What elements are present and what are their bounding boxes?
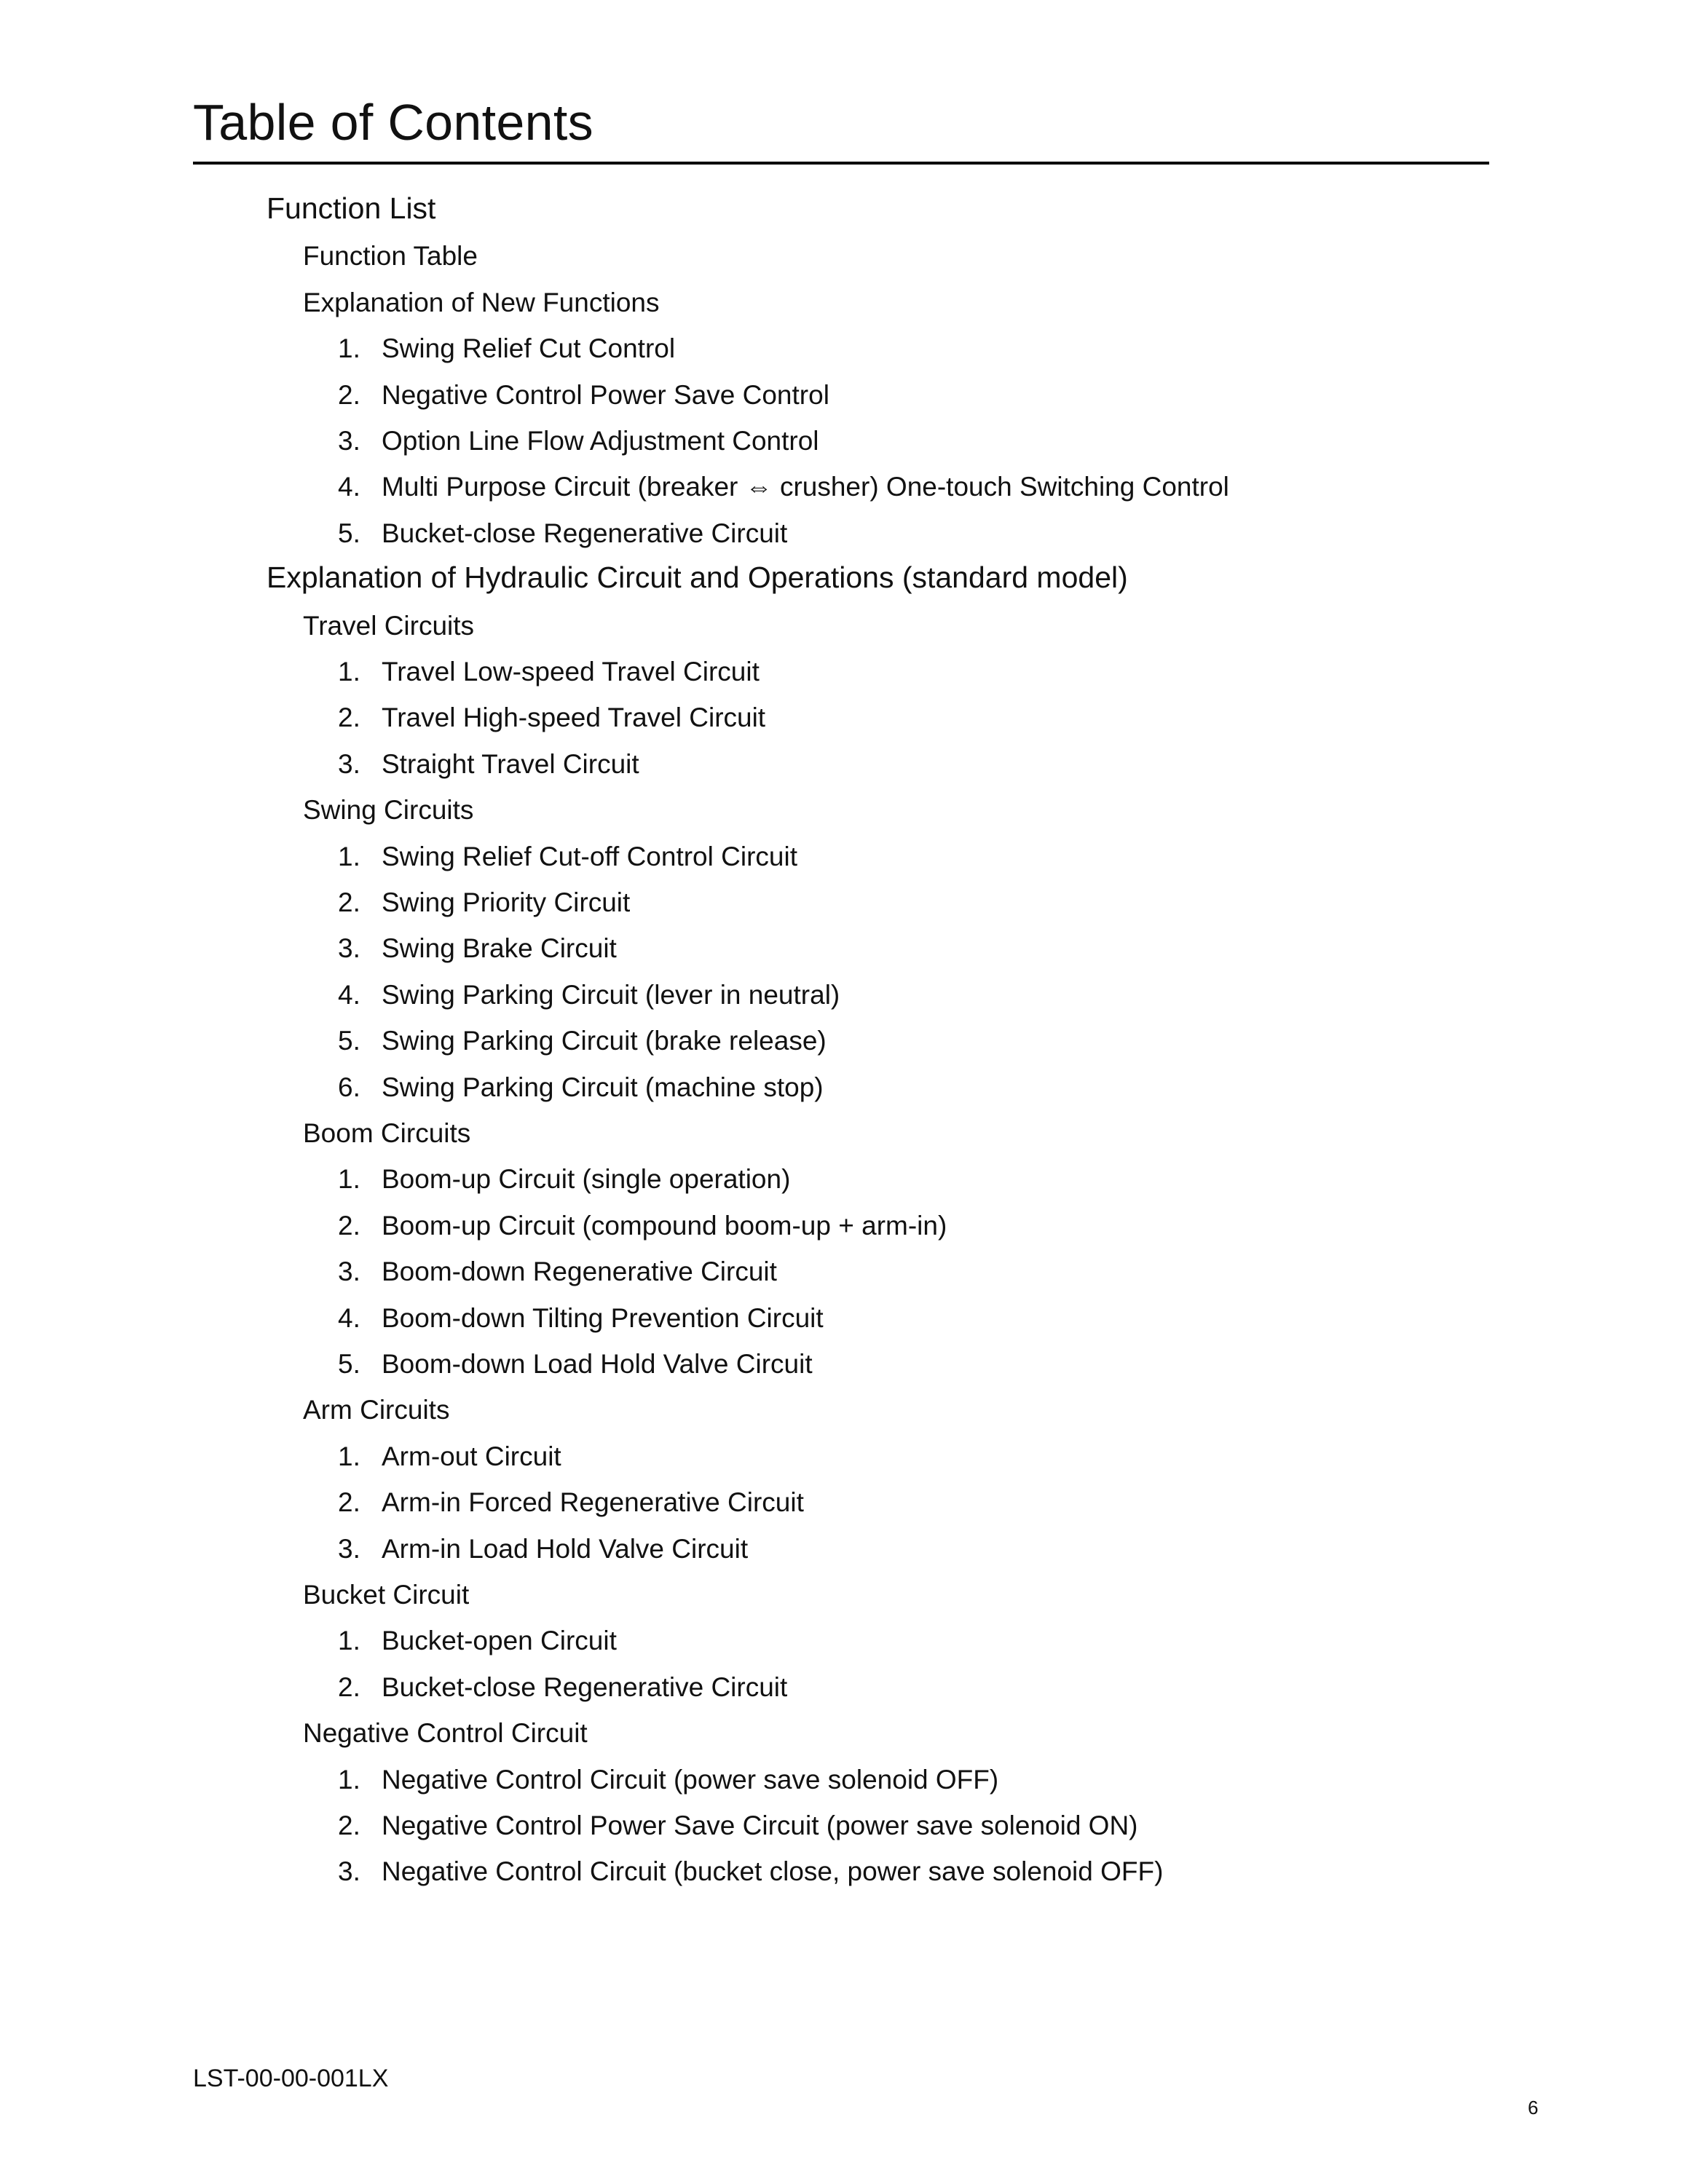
toc-item-label: Negative Control Power Save Control bbox=[382, 379, 829, 410]
toc-item-number: 1. bbox=[338, 1441, 360, 1471]
toc-item-label: Boom-up Circuit (single operation) bbox=[382, 1164, 791, 1195]
toc-item[interactable] bbox=[338, 1671, 788, 1702]
toc-item-label: Negative Control Power Save Circuit (power save solenoid ON) bbox=[382, 1811, 1138, 1840]
toc-item-label: Swing Brake Circuit bbox=[382, 933, 617, 964]
toc-item-number: 1. bbox=[338, 1764, 360, 1795]
toc-item-number: 3. bbox=[338, 1856, 360, 1887]
toc-item-number: 3. bbox=[338, 933, 360, 964]
toc-item-label: Travel High-speed Travel Circuit bbox=[382, 703, 766, 733]
toc-item-label: Swing Priority Circuit bbox=[382, 887, 631, 917]
toc-item-label: Boom-down Tilting Prevention Circuit bbox=[382, 1302, 824, 1333]
toc-item[interactable] bbox=[338, 473, 1229, 500]
toc-item[interactable] bbox=[338, 843, 797, 870]
toc-item-label: Bucket-open Circuit bbox=[382, 1626, 617, 1656]
toc-item[interactable] bbox=[338, 1302, 824, 1333]
toc-item[interactable] bbox=[338, 1489, 804, 1516]
toc-item[interactable] bbox=[338, 889, 630, 916]
toc-item[interactable] bbox=[338, 1350, 813, 1377]
toc-item-label: Boom-down Load Hold Valve Circuit bbox=[382, 1349, 813, 1379]
toc-item-number: 1. bbox=[338, 1626, 360, 1656]
toc-item-number: 3. bbox=[338, 1533, 360, 1564]
toc-section-heading[interactable]: Explanation of Hydraulic Circuit and Operations (standard model) bbox=[267, 561, 1128, 595]
toc-item-label: Negative Control Circuit (bucket close, power save solenoid OFF) bbox=[382, 1856, 1164, 1887]
toc-item-number: 6. bbox=[338, 1072, 360, 1102]
toc-item-number: 2. bbox=[338, 703, 360, 733]
document-code: LST-00-00-001LX bbox=[193, 2065, 389, 2092]
toc-item-label: Swing Parking Circuit (machine stop) bbox=[382, 1072, 824, 1102]
toc-item-number: 1. bbox=[338, 841, 360, 871]
toc-item-number: 3. bbox=[338, 426, 360, 456]
toc-section-heading[interactable]: Function List bbox=[267, 191, 436, 225]
toc-item[interactable] bbox=[338, 1535, 748, 1562]
toc-item[interactable] bbox=[338, 748, 639, 779]
toc-item-number: 2. bbox=[338, 1671, 360, 1702]
toc-item-number: 2. bbox=[338, 1487, 360, 1518]
toc-item-number: 2. bbox=[338, 1210, 360, 1241]
toc-item-number: 2. bbox=[338, 1811, 360, 1840]
toc-item-label: Swing Relief Cut Control bbox=[382, 333, 676, 364]
toc-item[interactable] bbox=[338, 1258, 777, 1285]
toc-item[interactable] bbox=[338, 981, 840, 1008]
toc-item-label: Arm-in Load Hold Valve Circuit bbox=[382, 1533, 749, 1564]
toc-item-number: 4. bbox=[338, 979, 360, 1010]
toc-item[interactable] bbox=[338, 381, 829, 408]
toc-item-label: Arm-in Forced Regenerative Circuit bbox=[382, 1487, 804, 1518]
toc-item-label: Arm-out Circuit bbox=[382, 1441, 561, 1471]
toc-item-label: Swing Relief Cut-off Control Circuit bbox=[382, 841, 797, 871]
toc-item[interactable] bbox=[338, 1443, 561, 1470]
toc-item[interactable] bbox=[338, 1858, 1163, 1885]
toc-item[interactable] bbox=[338, 427, 819, 454]
toc-item-label: Boom-down Regenerative Circuit bbox=[382, 1257, 777, 1287]
toc-item-label: Multi Purpose Circuit (breaker ⇔ crusher) One-touch Switching Control bbox=[382, 472, 1229, 502]
toc-item-label: Travel Low-speed Travel Circuit bbox=[382, 657, 760, 687]
toc-item-label: Boom-up Circuit (compound boom-up + arm-in) bbox=[382, 1210, 947, 1241]
toc-item-label: Bucket-close Regenerative Circuit bbox=[382, 518, 788, 548]
page-number: 6 bbox=[1528, 2097, 1539, 2118]
toc-subsection-heading[interactable]: Swing Circuits bbox=[303, 795, 474, 826]
toc-subsection-heading[interactable]: Boom Circuits bbox=[303, 1118, 471, 1148]
toc-item-label: Option Line Flow Adjustment Control bbox=[382, 426, 819, 456]
toc-item-label: Straight Travel Circuit bbox=[382, 748, 639, 779]
toc-subsection-heading[interactable]: Travel Circuits bbox=[303, 610, 475, 641]
toc-subsection-heading[interactable]: Arm Circuits bbox=[303, 1395, 450, 1425]
page-title: Table of Contents bbox=[193, 94, 593, 151]
toc-item[interactable] bbox=[338, 1027, 827, 1054]
toc-item-number: 4. bbox=[338, 1302, 360, 1333]
toc-item[interactable] bbox=[338, 658, 760, 685]
toc-item[interactable] bbox=[338, 1812, 1138, 1839]
toc-subsection-heading[interactable]: Negative Control Circuit bbox=[303, 1718, 588, 1749]
toc-item-number: 4. bbox=[338, 472, 360, 502]
toc-item[interactable] bbox=[338, 1074, 824, 1101]
toc-item-number: 1. bbox=[338, 657, 360, 687]
toc-subsection-heading[interactable]: Explanation of New Functions bbox=[303, 287, 660, 317]
toc-item-number: 3. bbox=[338, 748, 360, 779]
toc-item-label: Negative Control Circuit (power save solenoid OFF) bbox=[382, 1764, 999, 1795]
toc-item[interactable] bbox=[338, 335, 675, 362]
toc-item-label: Bucket-close Regenerative Circuit bbox=[382, 1671, 788, 1702]
toc-subsection-heading[interactable]: Bucket Circuit bbox=[303, 1580, 470, 1610]
toc-item[interactable] bbox=[338, 1212, 947, 1239]
toc-item-number: 5. bbox=[338, 518, 360, 548]
toc-item[interactable] bbox=[338, 1766, 998, 1793]
toc-item-number: 2. bbox=[338, 379, 360, 410]
toc-item-number: 2. bbox=[338, 887, 360, 917]
toc-item-number: 5. bbox=[338, 1349, 360, 1379]
toc-item-number: 1. bbox=[338, 1164, 360, 1195]
toc-item[interactable] bbox=[338, 1164, 791, 1195]
toc-subsection-heading[interactable]: Function Table bbox=[303, 241, 478, 272]
toc-item-number: 3. bbox=[338, 1257, 360, 1287]
toc-item-number: 1. bbox=[338, 333, 360, 364]
toc-item-label: Swing Parking Circuit (lever in neutral) bbox=[382, 979, 840, 1010]
toc-item[interactable] bbox=[338, 704, 765, 731]
toc-item-label: Swing Parking Circuit (brake release) bbox=[382, 1026, 827, 1056]
toc-item[interactable] bbox=[338, 935, 617, 962]
toc-item[interactable] bbox=[338, 520, 787, 547]
toc-item[interactable] bbox=[338, 1627, 617, 1654]
toc-item-number: 5. bbox=[338, 1026, 360, 1056]
